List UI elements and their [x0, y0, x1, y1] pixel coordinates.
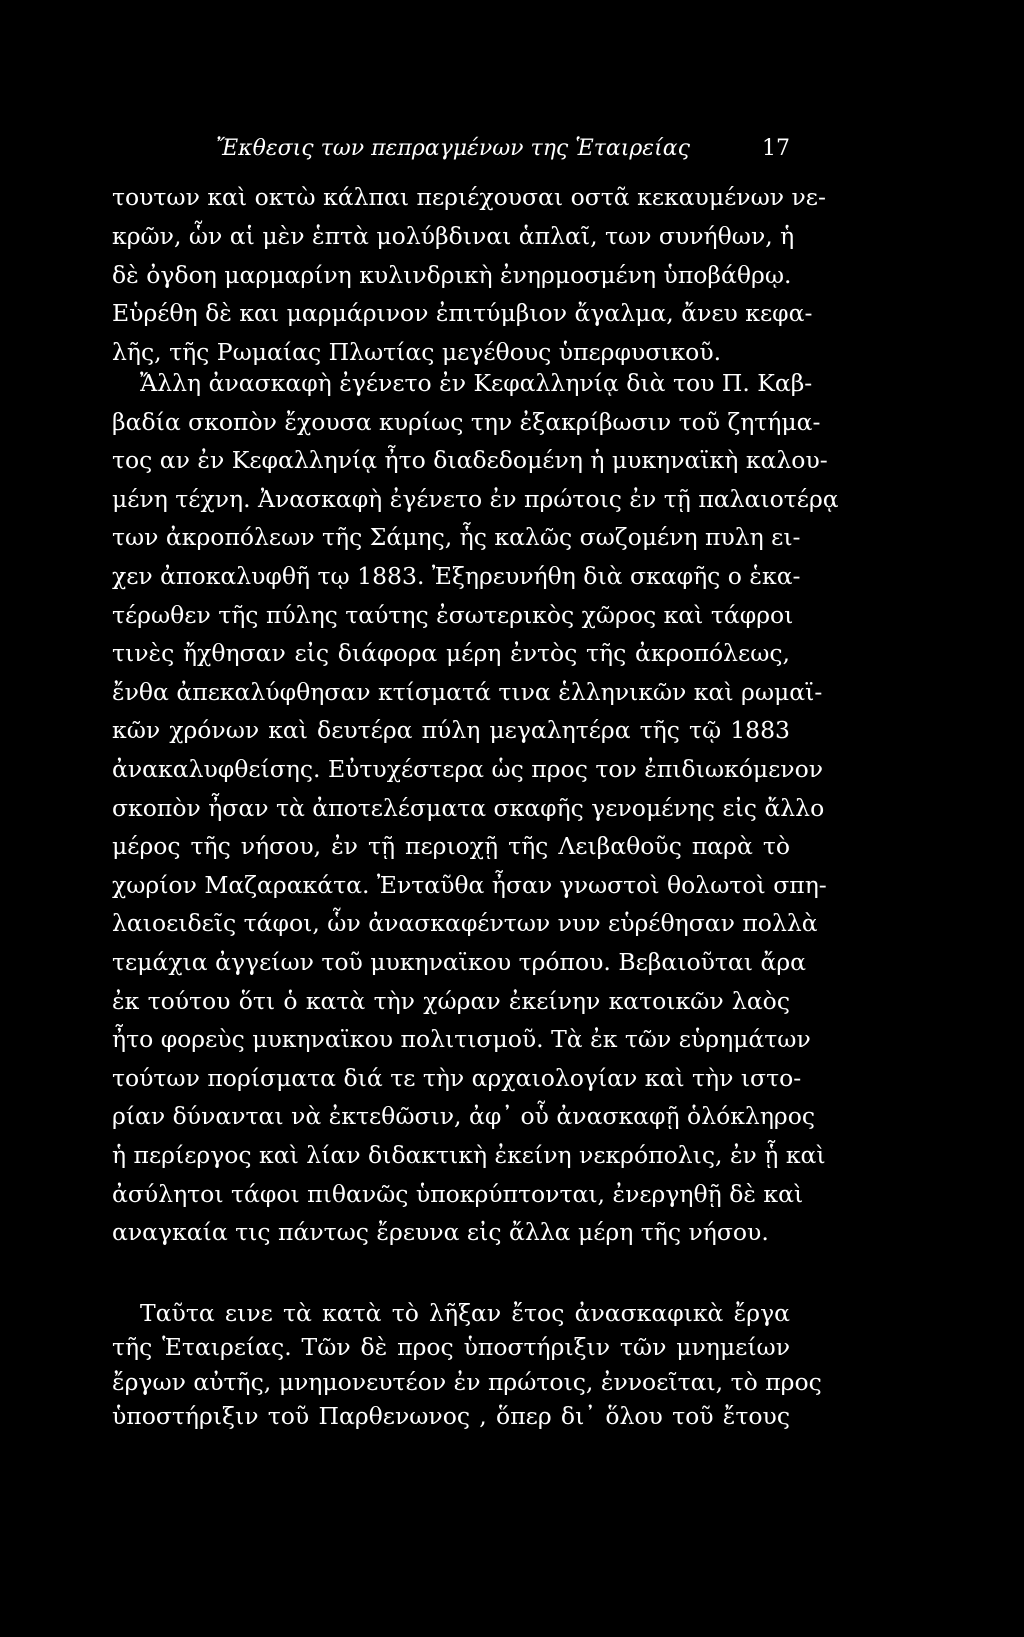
- text-line: ἦτο φορεὺς μυκηναϊκου πολιτισμοῦ. Τὰ ἐκ τῶν εὑρημάτων: [112, 1025, 811, 1054]
- text-line: ρίαν δύνανται νὰ ἐκτεθῶσιν, ἀφ᾽ οὗ ἀνασκαφῇ ὁλόκληρος: [112, 1102, 816, 1131]
- text-line: των ἀκροπόλεων τῆς Σάμης, ἧς καλῶς σωζομένη πυλη ει-: [112, 523, 801, 552]
- text-line: τέρωθεν τῆς πύλης ταύτης ἐσωτερικὸς χῶρος καὶ τάφροι: [112, 600, 794, 629]
- text-line: τουτων καὶ οκτὼ κάλπαι περιέχουσαι οστᾶ κεκαυμένων νε-: [112, 183, 826, 211]
- text-line: χωρίον Μαζαρακάτα. Ἐνταῦθα ἦσαν γνωστοὶ θολωτοὶ σπη-: [112, 870, 827, 899]
- text-line: ὑποστήριξιν τοῦ Παρθενωνος , ὅπερ δι᾽ ὅλου τοῦ ἔτους: [112, 1401, 790, 1430]
- text-line: ἡ περίεργος καὶ λίαν διδακτικὴ ἐκείνη νεκρόπολις, ἐν ᾗ καὶ: [112, 1141, 826, 1169]
- text-line: Εὑρέθη δὲ και μαρμάρινον ἐπιτύμβιον ἄγαλμα, ἄνευ κεφα-: [112, 299, 813, 328]
- text-line: μέρος τῆς νήσου, ἐν τῇ περιοχῇ τῆς Λειβαθοῦς παρὰ τὸ: [112, 832, 790, 861]
- text-line: Ἄλλη ἀνασκαφὴ ἐγένετο ἐν Κεφαλληνίᾳ διὰ του Π. Καβ-: [140, 369, 813, 397]
- text-line: τῆς Ἑταιρείας. Τῶν δὲ προς ὑποστήριξιν τῶν μνημείων: [112, 1333, 790, 1362]
- text-line: ἐκ τούτου ὅτι ὁ κατὰ τὴν χώραν ἐκείνην κατοικῶν λαὸς: [112, 986, 790, 1015]
- text-line: Ταῦτα εινε τὰ κατὰ τὸ λῆξαν ἔτος ἀνασκαφικὰ ἔργα: [140, 1299, 790, 1327]
- text-line: τινὲς ἤχθησαν εἰς διάφορα μέρη ἐντὸς τῆς ἀκροπόλεως,: [112, 639, 790, 668]
- page-number: 17: [762, 136, 790, 161]
- text-line: ἔργων αὐτῆς, μνημονευτέον ἐν πρώτοις, ἐννοεῖται, τὸ προς: [112, 1367, 822, 1396]
- text-line: σκοπὸν ἦσαν τὰ ἀποτελέσματα σκαφῆς γενομένης εἰς ἄλλο: [112, 793, 825, 822]
- text-line: χεν ἀποκαλυφθῆ τῳ 1883. Ἐξηρευνήθη διὰ σκαφῆς ο ἑκα-: [112, 562, 801, 590]
- running-header: [112, 136, 790, 170]
- text-line: τος αν ἐν Κεφαλληνίᾳ ἦτο διαδεδομένη ἡ μυκηναϊκὴ καλου-: [112, 446, 828, 475]
- text-line: τούτων πορίσματα διά τε τὴν αρχαιολογίαν καὶ τὴν ιστο-: [112, 1063, 802, 1092]
- text-line: λῆς, τῆς Ρωμαίας Πλωτίας μεγέθους ὑπερφυσικοῦ.: [112, 338, 722, 366]
- text-line: κρῶν, ὧν αἱ μὲν ἑπτὰ μολύβδιναι ἁπλαῖ, των συνήθων, ἡ: [112, 221, 795, 250]
- text-line: ἔνθα ἀπεκαλύφθησαν κτίσματά τινα ἑλληνικῶν καὶ ρωμαϊ-: [112, 677, 823, 706]
- text-line: αναγκαία τις πάντως ἔρευνα εἰς ἄλλα μέρη τῆς νήσου.: [112, 1218, 769, 1247]
- text-line: κῶν χρόνων καὶ δευτέρα πύλη μεγαλητέρα τῆς τῷ 1883: [112, 716, 790, 745]
- text-line: βαδία σκοπὸν ἔχουσα κυρίως την ἐξακρίβωσιν τοῦ ζητήμα-: [112, 407, 821, 436]
- text-line: ἀσύλητοι τάφοι πιθανῶς ὑποκρύπτονται, ἐνεργηθῇ δὲ καὶ: [112, 1179, 804, 1208]
- running-header-title: Ἔκθεσις των πεπραγμένων της Ἑταιρείας: [216, 136, 690, 161]
- text-line: μένη τέχνη. Ἀνασκαφὴ ἐγένετο ἐν πρώτοις ἐν τῇ παλαιοτέρᾳ: [112, 484, 839, 513]
- text-line: ἀνακαλυφθείσης. Εὐτυχέστερα ὡς προς τον ἐπιδιωκόμενον: [112, 755, 824, 783]
- text-line: λαιοειδεῖς τάφοι, ὧν ἀνασκαφέντων νυν εὑρέθησαν πολλὰ: [112, 909, 818, 938]
- text-line: τεμάχια ἀγγείων τοῦ μυκηναϊκου τρόπου. Βεβαιοῦται ἄρα: [112, 948, 807, 976]
- text-line: δὲ ὀγδοη μαρμαρίνη κυλινδρικὴ ἐνηρμοσμένη ὑποβάθρῳ.: [112, 260, 792, 289]
